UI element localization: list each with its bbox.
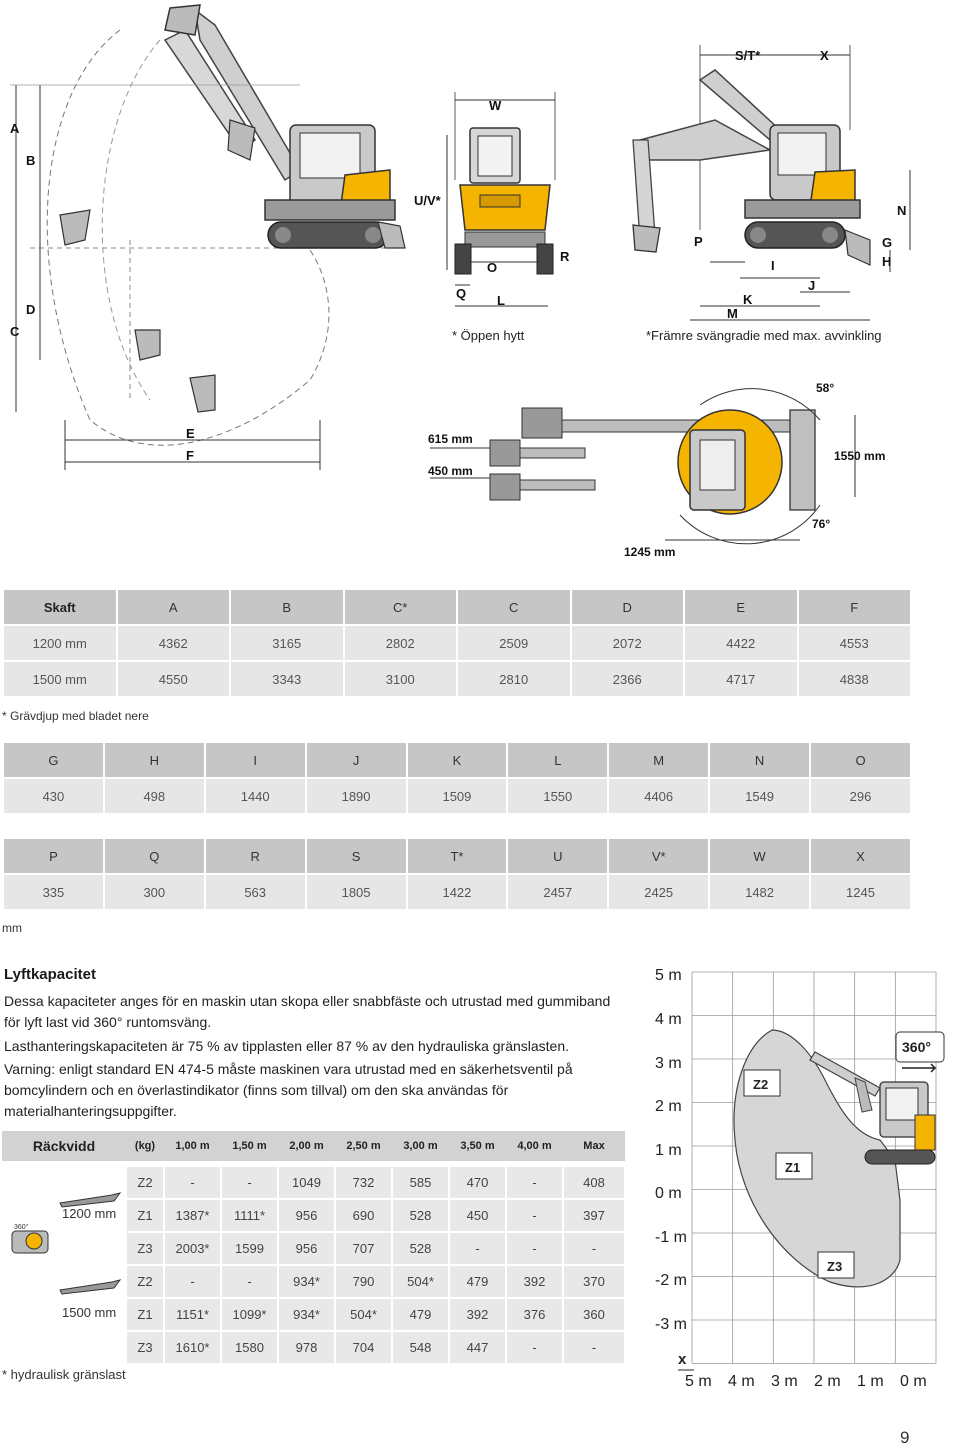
header-2-00: 2,00 m <box>278 1131 335 1161</box>
y-tick: 3 m <box>655 1055 682 1072</box>
table-cell: 707 <box>335 1232 392 1265</box>
zone-z3-label: Z3 <box>827 1259 843 1274</box>
table-cell: 934* <box>278 1298 335 1331</box>
header-p: P <box>3 838 104 874</box>
zone-z1-label: Z1 <box>785 1160 801 1175</box>
table-row <box>3 661 911 697</box>
header-f: F <box>798 589 912 625</box>
y-tick: -2 m <box>655 1272 687 1289</box>
y-tick: 5 m <box>655 967 682 984</box>
lift-capacity-table <box>2 1131 626 1365</box>
table-cell: 548 <box>392 1331 449 1364</box>
y-tick: 0 m <box>655 1185 682 1202</box>
table-row <box>3 778 911 814</box>
label-i: I <box>771 258 775 273</box>
table-cell: 450 <box>449 1199 506 1232</box>
table-cell: - <box>506 1232 563 1265</box>
arm-length-1200: 1200 mm <box>62 1206 117 1221</box>
table-row <box>2 1265 625 1298</box>
label-b: B <box>26 153 36 168</box>
table-cell: 1245 <box>810 874 911 910</box>
x-tick: 0 m <box>900 1373 927 1390</box>
table-cell: - <box>221 1265 278 1298</box>
dimensions-table-1 <box>2 588 912 698</box>
table-cell: 296 <box>810 778 911 814</box>
header-h: H <box>104 742 205 778</box>
table-cell: 1049 <box>278 1166 335 1199</box>
y-tick: 2 m <box>655 1098 682 1115</box>
table-cell: 956 <box>278 1232 335 1265</box>
header-c: C <box>457 589 571 625</box>
table-cell: 978 <box>278 1331 335 1364</box>
table-cell: 1111* <box>221 1199 278 1232</box>
table-cell: 2509 <box>457 625 571 661</box>
header-a: A <box>117 589 231 625</box>
header-k: K <box>407 742 508 778</box>
table-cell: 2366 <box>571 661 685 697</box>
table-cell: 1422 <box>407 874 508 910</box>
table-cell: 376 <box>506 1298 563 1331</box>
table-cell: - <box>164 1166 221 1199</box>
label-w: W <box>489 98 502 113</box>
table-cell: 504* <box>335 1298 392 1331</box>
swing-angle-top: 58° <box>816 381 835 395</box>
x-tick: 5 m <box>685 1373 712 1390</box>
table-cell: 934* <box>278 1265 335 1298</box>
x-tick: 4 m <box>728 1373 755 1390</box>
table-cell: 479 <box>449 1265 506 1298</box>
table-cell: 447 <box>449 1331 506 1364</box>
swing-angle-bottom: 76° <box>812 517 831 531</box>
arm-length-1500: 1500 mm <box>62 1305 117 1320</box>
table-cell: 1550 <box>507 778 608 814</box>
table-cell: 956 <box>278 1199 335 1232</box>
table-cell: 1099* <box>221 1298 278 1331</box>
table-cell: 690 <box>335 1199 392 1232</box>
table-cell: 528 <box>392 1199 449 1232</box>
label-c: C <box>10 324 20 339</box>
table-cell: 4553 <box>798 625 912 661</box>
header-v-star: V* <box>608 838 709 874</box>
table-cell: 470 <box>449 1166 506 1199</box>
table-cell: 1610* <box>164 1331 221 1364</box>
header-b: B <box>230 589 344 625</box>
label-m: M <box>727 306 738 321</box>
swing-badge: 360° <box>14 1223 29 1231</box>
table-cell: 1509 <box>407 778 508 814</box>
table-cell: 504* <box>392 1265 449 1298</box>
dimension-diagrams <box>0 0 960 570</box>
x-tick: 1 m <box>857 1373 884 1390</box>
right-view-note: *Främre svängradie med max. avvinkling <box>646 328 882 343</box>
table-cell: - <box>506 1331 563 1364</box>
table-cell: 2457 <box>507 874 608 910</box>
table-cell: 1387* <box>164 1199 221 1232</box>
header-w: W <box>709 838 810 874</box>
side-view-excavator <box>10 5 405 470</box>
lift-paragraph-2: Lasthanteringskapaciteten är 75 % av tipplasten eller 87 % av den hydrauliska gränslasten. <box>4 1038 570 1054</box>
header-t-star: T* <box>407 838 508 874</box>
table-cell: 3165 <box>230 625 344 661</box>
table-cell: 1151* <box>164 1298 221 1331</box>
zone-label: Z1 <box>126 1298 164 1331</box>
table-cell: 1200 mm <box>3 625 117 661</box>
table-cell: 1890 <box>306 778 407 814</box>
x-tick: 3 m <box>771 1373 798 1390</box>
table-cell: 498 <box>104 778 205 814</box>
table-cell: 2810 <box>457 661 571 697</box>
table-cell: 4550 <box>117 661 231 697</box>
table-cell: 585 <box>392 1166 449 1199</box>
table-cell: 4422 <box>684 625 798 661</box>
badge-text: 360° <box>902 1039 931 1055</box>
table-cell: - <box>563 1232 625 1265</box>
header-kg: (kg) <box>126 1131 164 1161</box>
table-cell: - <box>449 1232 506 1265</box>
header-l: L <box>507 742 608 778</box>
dimensions-table-3 <box>2 837 912 911</box>
swing-radius: 1245 mm <box>624 545 676 559</box>
label-h: H <box>882 254 892 269</box>
label-n: N <box>897 203 907 218</box>
header-1-50: 1,50 m <box>221 1131 278 1161</box>
header-c-star: C* <box>344 589 458 625</box>
x-axis-label: x <box>678 1351 687 1368</box>
label-e: E <box>186 426 195 441</box>
table-cell: 408 <box>563 1166 625 1199</box>
swing-360-badge <box>896 1032 944 1072</box>
header-n: N <box>709 742 810 778</box>
label-x: X <box>820 48 829 63</box>
lift-envelope-chart <box>650 960 950 1395</box>
y-tick: -3 m <box>655 1316 687 1333</box>
swing-offset-615: 615 mm <box>428 432 473 446</box>
rear-view-note: * Öppen hytt <box>452 328 525 343</box>
header-j: J <box>306 742 407 778</box>
table-row <box>3 625 911 661</box>
label-j: J <box>808 278 816 293</box>
header-max: Max <box>563 1131 625 1161</box>
label-s-t: S/T* <box>735 48 761 63</box>
label-k: K <box>743 292 753 307</box>
label-u-v: U/V* <box>414 193 441 208</box>
table-cell: 4717 <box>684 661 798 697</box>
zone-z2-label: Z2 <box>753 1077 769 1092</box>
label-p: P <box>694 234 703 249</box>
label-d: D <box>26 302 36 317</box>
table-cell: - <box>506 1199 563 1232</box>
header-q: Q <box>104 838 205 874</box>
table-cell: 392 <box>449 1298 506 1331</box>
y-tick: -1 m <box>655 1229 687 1246</box>
table-cell: - <box>221 1166 278 1199</box>
header-o: O <box>810 742 911 778</box>
zone-label: Z2 <box>126 1166 164 1199</box>
x-tick: 2 m <box>814 1373 841 1390</box>
table-cell: 3343 <box>230 661 344 697</box>
table-cell: 479 <box>392 1298 449 1331</box>
header-3-00: 3,00 m <box>392 1131 449 1161</box>
table-cell: 4406 <box>608 778 709 814</box>
x-tick-labels <box>685 1373 927 1390</box>
header-s: S <box>306 838 407 874</box>
reach-group-1200 <box>2 1166 126 1265</box>
y-tick-labels <box>655 967 687 1333</box>
table-cell: 300 <box>104 874 205 910</box>
table-cell: 397 <box>563 1199 625 1232</box>
header-i: I <box>205 742 306 778</box>
table-cell: 1500 mm <box>3 661 117 697</box>
table-cell: 370 <box>563 1265 625 1298</box>
unit-label: mm <box>2 921 22 935</box>
table-row <box>3 874 911 910</box>
hydraulic-footnote: * hydraulisk gränslast <box>2 1367 126 1382</box>
lift-capacity-title: Lyftkapacitet <box>4 966 96 983</box>
table-cell: 2003* <box>164 1232 221 1265</box>
table-cell: 430 <box>3 778 104 814</box>
dimensions-table-2 <box>2 741 912 815</box>
header-g: G <box>3 742 104 778</box>
y-tick: 1 m <box>655 1142 682 1159</box>
label-q: Q <box>456 286 467 301</box>
lift-paragraph-1: Dessa kapaciteter anges för en maskin utan skopa eller snabbfäste och utrustad med gummiband för lyft last vid 360° runtomsväng. <box>4 993 611 1030</box>
swing-diagram <box>428 381 885 559</box>
table1-note: * Grävdjup med bladet nere <box>2 709 149 723</box>
rear-view-excavator <box>414 92 570 343</box>
label-g: G <box>882 235 893 250</box>
header-4-00: 4,00 m <box>506 1131 563 1161</box>
zone-label: Z2 <box>126 1265 164 1298</box>
table-cell: - <box>563 1331 625 1364</box>
table-cell: 335 <box>3 874 104 910</box>
zone-label: Z3 <box>126 1331 164 1364</box>
label-a: A <box>10 121 20 136</box>
table-cell: 3100 <box>344 661 458 697</box>
reach-group-1500 <box>2 1265 126 1364</box>
table-cell: 1549 <box>709 778 810 814</box>
table-cell: 704 <box>335 1331 392 1364</box>
header-d: D <box>571 589 685 625</box>
label-f: F <box>186 448 194 463</box>
page-number: 9 <box>900 1428 910 1447</box>
table-cell: 1805 <box>306 874 407 910</box>
zone-label: Z1 <box>126 1199 164 1232</box>
table-cell: - <box>506 1166 563 1199</box>
table-cell: - <box>164 1265 221 1298</box>
swing-offset-450: 450 mm <box>428 464 473 478</box>
header-1-00: 1,00 m <box>164 1131 221 1161</box>
table-cell: 392 <box>506 1265 563 1298</box>
table-cell: 1599 <box>221 1232 278 1265</box>
table-cell: 360 <box>563 1298 625 1331</box>
table-cell: 528 <box>392 1232 449 1265</box>
header-e: E <box>684 589 798 625</box>
table-cell: 4362 <box>117 625 231 661</box>
table-cell: 2072 <box>571 625 685 661</box>
label-r: R <box>560 249 570 264</box>
header-u: U <box>507 838 608 874</box>
y-tick: 4 m <box>655 1011 682 1028</box>
label-l: L <box>497 293 505 308</box>
table-cell: 2425 <box>608 874 709 910</box>
label-o: O <box>487 260 498 275</box>
table-cell: 1440 <box>205 778 306 814</box>
table-cell: 1482 <box>709 874 810 910</box>
header-x: X <box>810 838 911 874</box>
header-2-50: 2,50 m <box>335 1131 392 1161</box>
table-cell: 732 <box>335 1166 392 1199</box>
table-cell: 563 <box>205 874 306 910</box>
table-cell: 2802 <box>344 625 458 661</box>
table-cell: 4838 <box>798 661 912 697</box>
table-cell: 790 <box>335 1265 392 1298</box>
header-3-50: 3,50 m <box>449 1131 506 1161</box>
zone-label: Z3 <box>126 1232 164 1265</box>
header-m: M <box>608 742 709 778</box>
header-reach: Räckvidd <box>2 1131 126 1161</box>
lift-paragraph-3: Varning: enligt standard EN 474-5 måste maskinen vara utrustad med en säkerhetsventil på bomcylindern och en överlastindikator (finns som tillval) om den ska användas för materialhanteringsuppgifter. <box>4 1061 573 1119</box>
header-r: R <box>205 838 306 874</box>
header-skaft: Skaft <box>3 589 117 625</box>
table-row <box>2 1166 625 1199</box>
table-cell: 1580 <box>221 1331 278 1364</box>
right-view-excavator <box>633 45 910 343</box>
swing-width: 1550 mm <box>834 449 886 463</box>
